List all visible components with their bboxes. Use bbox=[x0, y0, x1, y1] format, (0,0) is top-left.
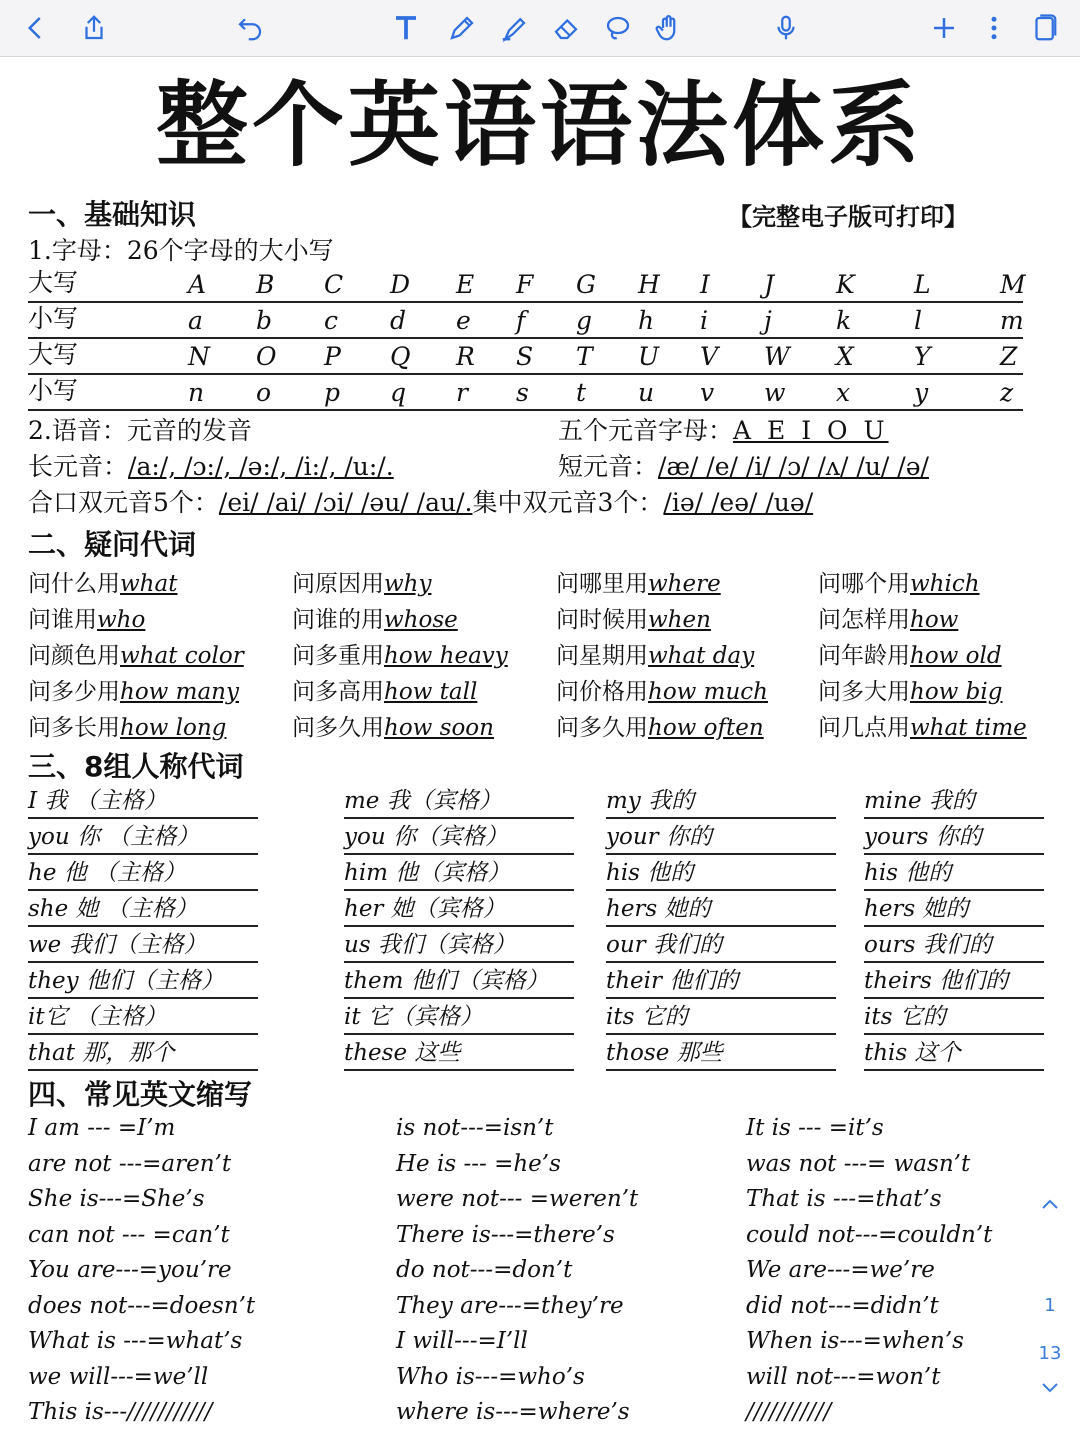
vowels-value: A E I O U bbox=[733, 416, 889, 445]
question-zh: 问几点用 bbox=[818, 715, 910, 741]
section-heading-abbreviations: 四、常见英文缩写 bbox=[28, 1078, 253, 1111]
letter-cell: p bbox=[324, 378, 341, 407]
question-zh: 问多重用 bbox=[292, 643, 384, 669]
letter-cell: g bbox=[576, 306, 593, 335]
abbreviation-item: There is---=there’s bbox=[396, 1221, 615, 1248]
pronoun-text: she 她 （主格） bbox=[28, 896, 198, 922]
abbreviation-item: where is---=where’s bbox=[396, 1399, 630, 1425]
pronoun-text: its 它的 bbox=[606, 1004, 688, 1030]
question-item bbox=[292, 565, 432, 598]
centering-diphthongs-label: 集中双元音3个： bbox=[472, 488, 664, 517]
pronoun-text: you 你 （主格） bbox=[28, 824, 200, 850]
letter-cell: v bbox=[700, 378, 715, 407]
pronoun-cell bbox=[28, 785, 258, 819]
letter-cell: w bbox=[764, 378, 786, 407]
abbreviation-item: was not ---= wasn’t bbox=[746, 1150, 971, 1177]
question-item bbox=[556, 673, 768, 706]
question-en: how many bbox=[120, 679, 239, 705]
letter-cell: d bbox=[390, 306, 407, 335]
letter-cell: q bbox=[390, 378, 407, 407]
pronoun-cell bbox=[606, 929, 836, 963]
question-zh: 问星期用 bbox=[556, 643, 648, 669]
abbreviation-item: will not---=won’t bbox=[746, 1363, 941, 1390]
pronoun-cell bbox=[344, 785, 574, 819]
question-en: how tall bbox=[384, 679, 478, 705]
pronoun-cell bbox=[864, 1001, 1044, 1035]
letter-cell: T bbox=[576, 342, 593, 371]
pronoun-text: hers 她的 bbox=[606, 896, 711, 922]
pronoun-text: my 我的 bbox=[606, 788, 695, 814]
alphabet-row bbox=[28, 341, 1023, 375]
letter-cell: r bbox=[456, 378, 468, 407]
letter-cell: n bbox=[188, 378, 205, 407]
letter-cell: P bbox=[324, 342, 341, 371]
question-item bbox=[28, 709, 226, 742]
abbreviation-item: She is---=She’s bbox=[28, 1186, 205, 1212]
short-vowels-value: /æ/ /e/ /i/ /ɔ/ /ʌ/ /u/ /ə/ bbox=[658, 452, 929, 481]
pronoun-text: ours 我们的 bbox=[864, 932, 992, 958]
share-icon[interactable] bbox=[76, 10, 112, 46]
letter-cell: m bbox=[1000, 306, 1024, 335]
pronoun-cell bbox=[606, 1001, 836, 1035]
pronoun-text: his 他的 bbox=[606, 860, 694, 886]
page-total: 13 bbox=[1038, 1343, 1062, 1364]
question-item bbox=[28, 601, 145, 634]
abbreviation-item: It is --- =it’s bbox=[746, 1115, 884, 1141]
abbreviation-item: What is ---=what’s bbox=[28, 1328, 243, 1354]
letter-cell: A bbox=[188, 270, 207, 299]
pronoun-text: hers 她的 bbox=[864, 896, 969, 922]
pronoun-text: it它 （主格） bbox=[28, 1004, 167, 1030]
letter-cell: H bbox=[638, 270, 660, 299]
letter-cell: b bbox=[256, 306, 273, 335]
question-en: what day bbox=[648, 643, 755, 669]
question-item bbox=[818, 601, 958, 634]
letter-cell: U bbox=[638, 342, 660, 371]
row-label: 大写 bbox=[28, 340, 79, 369]
pronoun-text: these 这些 bbox=[344, 1040, 461, 1066]
abbreviation-item: This is---/////////// bbox=[28, 1399, 213, 1425]
closing-diphthongs-value: /ei/ /ai/ /ɔi/ /əu/ /au/. bbox=[218, 488, 473, 517]
question-zh: 问哪个用 bbox=[818, 571, 910, 597]
pronoun-text: they 他们（主格） bbox=[28, 968, 224, 994]
abbreviation-item: is not---=isn’t bbox=[396, 1115, 554, 1141]
pronoun-text: us 我们（宾格） bbox=[344, 932, 516, 958]
abbreviation-item: did not---=didn’t bbox=[746, 1292, 939, 1319]
letter-cell: E bbox=[456, 270, 475, 299]
question-item bbox=[292, 637, 508, 670]
pronoun-cell bbox=[28, 1001, 258, 1035]
phonetics-heading: 2.语音：元音的发音 bbox=[28, 416, 252, 445]
long-vowels-line bbox=[28, 447, 394, 483]
question-zh: 问原因用 bbox=[292, 571, 384, 597]
pronoun-text: their 他们的 bbox=[606, 968, 739, 994]
question-en: how heavy bbox=[384, 643, 508, 669]
abbreviation-item: /////////// bbox=[746, 1399, 832, 1425]
long-vowels-label: 长元音： bbox=[28, 452, 129, 481]
pronoun-cell bbox=[606, 785, 836, 819]
short-vowels-label: 短元音： bbox=[558, 452, 659, 481]
pronoun-cell bbox=[344, 1037, 574, 1071]
letter-cell: x bbox=[836, 378, 851, 407]
document-page bbox=[0, 57, 1080, 1440]
pronoun-cell bbox=[28, 965, 258, 999]
question-en: where bbox=[648, 571, 721, 597]
letter-cell: O bbox=[256, 342, 277, 371]
question-item bbox=[556, 601, 711, 634]
question-zh: 问哪里用 bbox=[556, 571, 648, 597]
page-current: 1 bbox=[1044, 1295, 1056, 1316]
add-icon[interactable] bbox=[926, 10, 962, 46]
pronoun-text: your 你的 bbox=[606, 824, 712, 850]
letter-cell: G bbox=[576, 270, 596, 299]
pronoun-cell bbox=[606, 893, 836, 927]
question-en: how soon bbox=[384, 715, 494, 741]
letter-cell: s bbox=[516, 378, 529, 407]
pronoun-text: them 他们（宾格） bbox=[344, 968, 549, 994]
letter-cell: h bbox=[638, 306, 655, 335]
question-item bbox=[28, 673, 239, 706]
pronoun-cell bbox=[28, 857, 258, 891]
question-zh: 问谁用 bbox=[28, 607, 97, 633]
abbreviation-item: can not --- =can’t bbox=[28, 1221, 230, 1248]
abbreviation-item: were not--- =weren’t bbox=[396, 1186, 639, 1212]
pages-icon[interactable] bbox=[1026, 10, 1062, 46]
eraser-icon[interactable] bbox=[548, 10, 584, 46]
abbreviation-item: could not---=couldn’t bbox=[746, 1221, 993, 1248]
question-item bbox=[556, 565, 721, 598]
letter-cell: J bbox=[764, 270, 775, 299]
question-en: why bbox=[384, 571, 432, 597]
question-zh: 问多久用 bbox=[292, 715, 384, 741]
letter-cell: k bbox=[836, 306, 852, 335]
letter-cell: Z bbox=[1000, 342, 1018, 371]
pronoun-cell bbox=[344, 1001, 574, 1035]
pronoun-text: me 我（宾格） bbox=[344, 788, 502, 814]
pronoun-text: this 这个 bbox=[864, 1040, 961, 1066]
letter-cell: Y bbox=[914, 342, 931, 371]
abbreviation-item: are not ---=aren’t bbox=[28, 1150, 232, 1177]
question-zh: 问多少用 bbox=[28, 679, 120, 705]
question-en: when bbox=[648, 607, 711, 633]
question-item bbox=[556, 637, 754, 670]
letter-cell: z bbox=[1000, 378, 1014, 407]
pronoun-cell bbox=[864, 785, 1044, 819]
question-en: which bbox=[910, 571, 980, 597]
letter-cell: i bbox=[700, 306, 708, 335]
back-icon[interactable] bbox=[18, 10, 54, 46]
page-title: 整个英语语法体系 bbox=[155, 72, 924, 179]
alphabet-row bbox=[28, 268, 1026, 303]
question-en: whose bbox=[384, 607, 458, 633]
abbreviation-item: we will---=we’ll bbox=[28, 1363, 209, 1390]
chevron-up-icon[interactable] bbox=[1030, 1195, 1070, 1216]
letter-cell: N bbox=[188, 342, 210, 371]
letter-cell: R bbox=[456, 342, 475, 371]
pronoun-text: mine 我的 bbox=[864, 788, 975, 814]
section-heading-pronouns: 三、8组人称代词 bbox=[28, 750, 244, 783]
letter-cell: D bbox=[390, 270, 411, 299]
question-item bbox=[28, 637, 244, 670]
pronoun-text: it 它（宾格） bbox=[344, 1004, 483, 1030]
pronoun-cell bbox=[864, 965, 1044, 999]
abbreviation-item: That is ---=that’s bbox=[746, 1186, 942, 1212]
lasso-icon[interactable] bbox=[600, 10, 636, 46]
abbreviation-item: We are---=we’re bbox=[746, 1257, 935, 1283]
pronoun-cell bbox=[28, 893, 258, 927]
pronoun-cell bbox=[28, 821, 258, 855]
letter-cell: j bbox=[764, 306, 772, 335]
question-zh: 问多高用 bbox=[292, 679, 384, 705]
letter-cell: a bbox=[188, 306, 203, 335]
question-en: how bbox=[910, 607, 959, 633]
abbreviation-item: When is---=when’s bbox=[746, 1328, 964, 1354]
abbreviation-item: Who is---=who’s bbox=[396, 1363, 585, 1390]
pronoun-cell bbox=[606, 857, 836, 891]
alphabet-row bbox=[28, 377, 1023, 411]
more-icon[interactable] bbox=[976, 10, 1012, 46]
toolbar bbox=[0, 0, 1080, 57]
highlighter-icon[interactable] bbox=[496, 10, 532, 46]
question-en: how big bbox=[910, 679, 1003, 705]
diphthongs-line bbox=[28, 483, 813, 519]
question-item bbox=[292, 709, 494, 742]
pronoun-text: its 它的 bbox=[864, 1004, 946, 1030]
short-vowels-line bbox=[558, 447, 929, 483]
pronoun-cell bbox=[864, 929, 1044, 963]
question-item bbox=[292, 601, 458, 634]
pronoun-text: him 他（宾格） bbox=[344, 860, 511, 886]
row-label: 小写 bbox=[28, 304, 79, 333]
letters-heading: 1.字母：26个字母的大小写 bbox=[28, 236, 334, 265]
pronoun-cell bbox=[864, 821, 1044, 855]
pronoun-text: her 她（宾格） bbox=[344, 896, 506, 922]
pronoun-cell bbox=[344, 857, 574, 891]
question-item bbox=[818, 673, 1002, 706]
closing-diphthongs-label: 合口双元音5个： bbox=[28, 488, 219, 517]
long-vowels-value: /a:/, /ɔ:/, /ə:/, /i:/, /u:/. bbox=[128, 452, 394, 481]
question-item bbox=[556, 709, 764, 742]
pronoun-text: you 你（宾格） bbox=[344, 824, 508, 850]
letter-cell: Q bbox=[390, 342, 411, 371]
question-zh: 问多大用 bbox=[818, 679, 910, 705]
abbreviation-item: I am --- =I’m bbox=[28, 1115, 176, 1141]
pronoun-cell bbox=[864, 1037, 1044, 1071]
pronoun-text: that 那，那个 bbox=[28, 1040, 175, 1066]
question-en: who bbox=[97, 607, 146, 633]
letter-cell: y bbox=[914, 378, 929, 407]
pen-icon[interactable] bbox=[444, 10, 480, 46]
question-zh: 问颜色用 bbox=[28, 643, 120, 669]
pronoun-cell bbox=[344, 821, 574, 855]
question-zh: 问什么用 bbox=[28, 571, 120, 597]
letter-cell: B bbox=[256, 270, 275, 299]
pronoun-cell bbox=[606, 1037, 836, 1071]
abbreviation-item: He is --- =he’s bbox=[396, 1150, 561, 1177]
question-item bbox=[818, 565, 980, 598]
pronoun-cell bbox=[344, 929, 574, 963]
pronoun-cell bbox=[864, 857, 1044, 891]
vowels-label: 五个元音字母： bbox=[558, 416, 734, 445]
pronoun-text: those 那些 bbox=[606, 1040, 723, 1066]
question-zh: 问多久用 bbox=[556, 715, 648, 741]
pronoun-cell bbox=[606, 821, 836, 855]
pronoun-cell bbox=[28, 1037, 258, 1071]
pronoun-text: he 他 （主格） bbox=[28, 860, 187, 886]
abbreviation-item: I will---=I’ll bbox=[396, 1328, 528, 1354]
pronoun-text: theirs 他们的 bbox=[864, 968, 1009, 994]
question-zh: 问怎样用 bbox=[818, 607, 910, 633]
row-label: 大写 bbox=[28, 268, 79, 297]
microphone-icon[interactable] bbox=[768, 10, 804, 46]
question-en: what bbox=[120, 571, 178, 597]
pronoun-text: his 他的 bbox=[864, 860, 952, 886]
question-zh: 问谁的用 bbox=[292, 607, 384, 633]
letter-cell: M bbox=[1000, 270, 1026, 299]
letter-cell: e bbox=[456, 306, 471, 335]
pronoun-cell bbox=[606, 965, 836, 999]
text-tool-icon[interactable] bbox=[388, 10, 424, 46]
letter-cell: W bbox=[764, 342, 790, 371]
question-item bbox=[28, 565, 177, 598]
chevron-down-icon[interactable] bbox=[1030, 1379, 1070, 1400]
alphabet-row bbox=[28, 305, 1023, 339]
letter-cell: S bbox=[516, 342, 534, 371]
row-label: 小写 bbox=[28, 376, 79, 405]
abbreviation-item: They are---=they’re bbox=[396, 1292, 624, 1319]
pronoun-cell bbox=[344, 893, 574, 927]
question-item bbox=[818, 637, 1002, 670]
centering-diphthongs-value: /iə/ /eə/ /uə/ bbox=[663, 488, 814, 517]
section-heading-interrogatives: 二、疑问代词 bbox=[28, 528, 197, 561]
gesture-icon[interactable] bbox=[650, 10, 686, 46]
letter-cell: C bbox=[324, 270, 344, 299]
vowels-line bbox=[558, 411, 889, 447]
question-item bbox=[818, 709, 1027, 742]
letter-cell: t bbox=[576, 378, 587, 407]
abbreviation-item: do not---=don’t bbox=[396, 1257, 573, 1283]
printable-note: 【完整电子版可打印】 bbox=[728, 203, 968, 231]
letter-cell: c bbox=[324, 306, 339, 335]
question-zh: 问时候用 bbox=[556, 607, 648, 633]
letter-cell: L bbox=[914, 270, 931, 299]
question-item bbox=[292, 673, 477, 706]
letter-cell: K bbox=[836, 270, 855, 299]
letter-cell: X bbox=[836, 342, 854, 371]
letter-cell: F bbox=[516, 270, 534, 299]
letter-cell: I bbox=[700, 270, 710, 299]
question-en: what time bbox=[910, 715, 1027, 741]
letter-cell: o bbox=[256, 378, 272, 407]
question-en: how often bbox=[648, 715, 764, 741]
abbreviation-item: does not---=doesn’t bbox=[28, 1292, 256, 1319]
letter-cell: V bbox=[700, 342, 719, 371]
abbreviation-item: You are---=you’re bbox=[28, 1257, 232, 1283]
pronoun-text: our 我们的 bbox=[606, 932, 722, 958]
section-heading-basics: 一、基础知识 bbox=[28, 198, 197, 231]
question-en: how long bbox=[120, 715, 227, 741]
question-zh: 问年龄用 bbox=[818, 643, 910, 669]
pronoun-text: we 我们（主格） bbox=[28, 932, 207, 958]
question-en: what color bbox=[120, 643, 244, 669]
pronoun-cell bbox=[28, 929, 258, 963]
letter-cell: u bbox=[638, 378, 655, 407]
undo-icon[interactable] bbox=[232, 10, 268, 46]
pronoun-cell bbox=[344, 965, 574, 999]
question-en: how old bbox=[910, 643, 1002, 669]
pronoun-text: I 我 （主格） bbox=[28, 788, 167, 814]
letter-cell: l bbox=[914, 306, 922, 335]
question-zh: 问价格用 bbox=[556, 679, 648, 705]
pronoun-cell bbox=[864, 893, 1044, 927]
pronoun-text: yours 你的 bbox=[864, 824, 982, 850]
question-zh: 问多长用 bbox=[28, 715, 120, 741]
letter-cell: f bbox=[516, 306, 526, 335]
question-en: how much bbox=[648, 679, 768, 705]
